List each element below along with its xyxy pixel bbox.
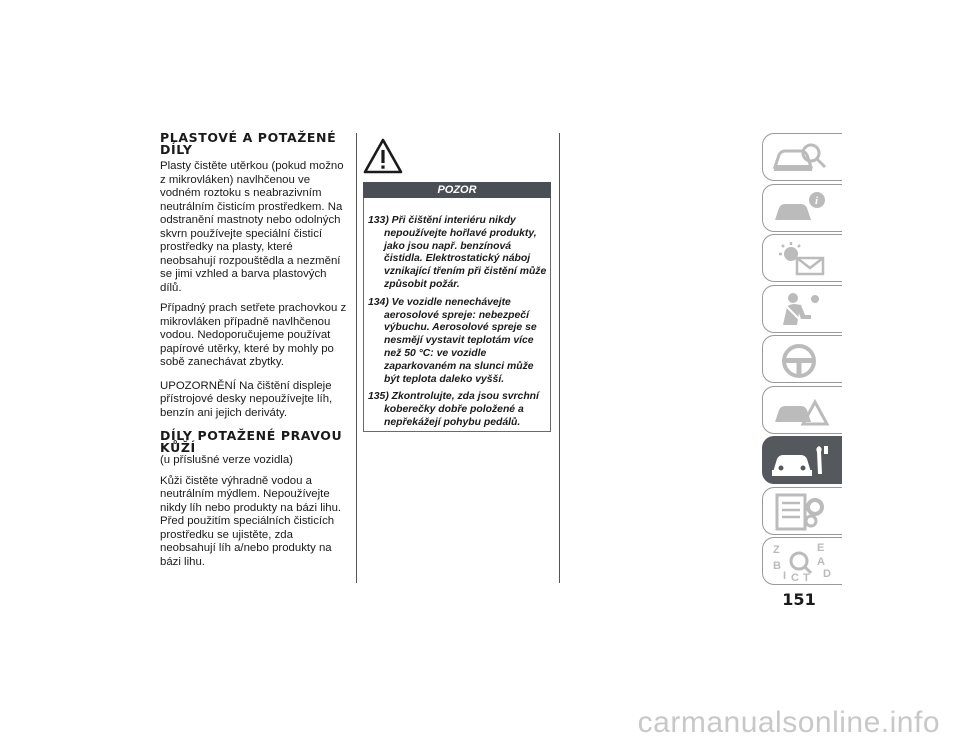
- warning-list: [368, 215, 550, 435]
- tab-safety[interactable]: [762, 285, 842, 333]
- tab-index[interactable]: [762, 537, 842, 585]
- svg-text:E: E: [817, 543, 825, 554]
- seatbelt-person-icon: [771, 291, 831, 329]
- paragraph-dust: Případný prach setřete prachovkou z mikrovláken případně navlhčenou vodou. Nedoporučujeme používat papírové utěrky, které by mohly po sobě zanechávat zbytky.: [160, 302, 347, 368]
- svg-text:T: T: [803, 572, 810, 583]
- svg-text:A: A: [817, 556, 825, 568]
- car-breakdown-icon: [771, 392, 831, 430]
- section-heading-plastic: PLASTOVÉ A POTAŽENÉ DÍLY: [160, 130, 337, 157]
- alphabetical-index-icon: [771, 543, 835, 583]
- tab-technical-data[interactable]: [762, 487, 842, 535]
- steering-wheel-icon: [771, 341, 831, 379]
- warning-item: 133) Při čištění interiéru nikdy nepoužívejte hořlavé produkty, jako jsou např. benzínová čistidla. Elektrostatický náboj vznikající třením při čistění může způsobit požár.: [368, 215, 547, 290]
- leather-version-note: (u příslušné verze vozidla): [160, 454, 293, 466]
- car-info-icon: [771, 190, 831, 228]
- tech-data-gear-icon: [771, 493, 831, 531]
- left-column: [160, 132, 350, 576]
- watermark: carmanualsonline.info: [637, 706, 940, 739]
- chapter-tabs: [762, 133, 842, 588]
- tab-dashboard[interactable]: [762, 184, 842, 232]
- svg-text:D: D: [823, 568, 831, 580]
- paragraph-display-note: UPOZORNĚNÍ Na čištění displeje přístrojové desky nepoužívejte líh, benzín ani jejich deriváty.: [160, 379, 333, 419]
- column-divider: [559, 133, 560, 583]
- page-number: 151: [782, 590, 816, 609]
- car-service-wrench-icon: [771, 442, 831, 480]
- car-search-icon: [771, 139, 831, 177]
- section-heading-leather: DÍLY POTAŽENÉ PRAVOU KŮŽÍ: [160, 428, 343, 455]
- svg-text:I: I: [783, 570, 787, 582]
- warning-item: 135) Zkontrolujte, zda jsou svrchní koberečky dobře položené a nepřekážejí pohybu pedálů.: [368, 391, 539, 428]
- column-divider: [356, 133, 357, 583]
- svg-text:C: C: [791, 572, 799, 583]
- svg-text:Z: Z: [773, 544, 780, 556]
- warning-item: 134) Ve vozidle nenechávejte aerosolové spreje: nebezpečí výbuchu. Aerosolové spreje se nesmějí vystavit teplotám více než 50 °C: ve vozidle zaparkovaném na slunci může být teplota daleko vyšší.: [368, 296, 537, 385]
- warning-title-bar: POZOR: [363, 182, 551, 198]
- tab-emergency[interactable]: [762, 386, 842, 434]
- warning-triangle-icon: [363, 138, 403, 174]
- paragraph-plastic-cleaning: Plasty čistěte utěrkou (pokud možno z mikrovláken) navlhčenou ve vodném roztoku s neabrazivním neutrálním čisticím prostředkem. Na odstranění mastnoty nebo odolných skvrn používejte speciální čisticí prostředky na plasty, které neobsahují rozpouštědla a nezmění se jimi vzhled a barva plastových dílů.: [160, 160, 344, 294]
- paragraph-leather: Kůži čistěte výhradně vodou a neutrálním mýdlem. Nepoužívejte nikdy líh nebo produkty na bázi lihu. Před použitím speciálních čisticích prostředku se ujistěte, zda neobsahují líh a/nebo produkty na bázi lihu.: [160, 474, 342, 568]
- tab-servicing-care[interactable]: [762, 436, 842, 484]
- tab-warning-lights[interactable]: [762, 234, 842, 282]
- svg-text:i: i: [815, 194, 819, 207]
- warning-light-mail-icon: [771, 240, 831, 278]
- svg-text:B: B: [773, 560, 781, 572]
- tab-starting-driving[interactable]: [762, 335, 842, 383]
- tab-car-knowledge[interactable]: [762, 133, 842, 181]
